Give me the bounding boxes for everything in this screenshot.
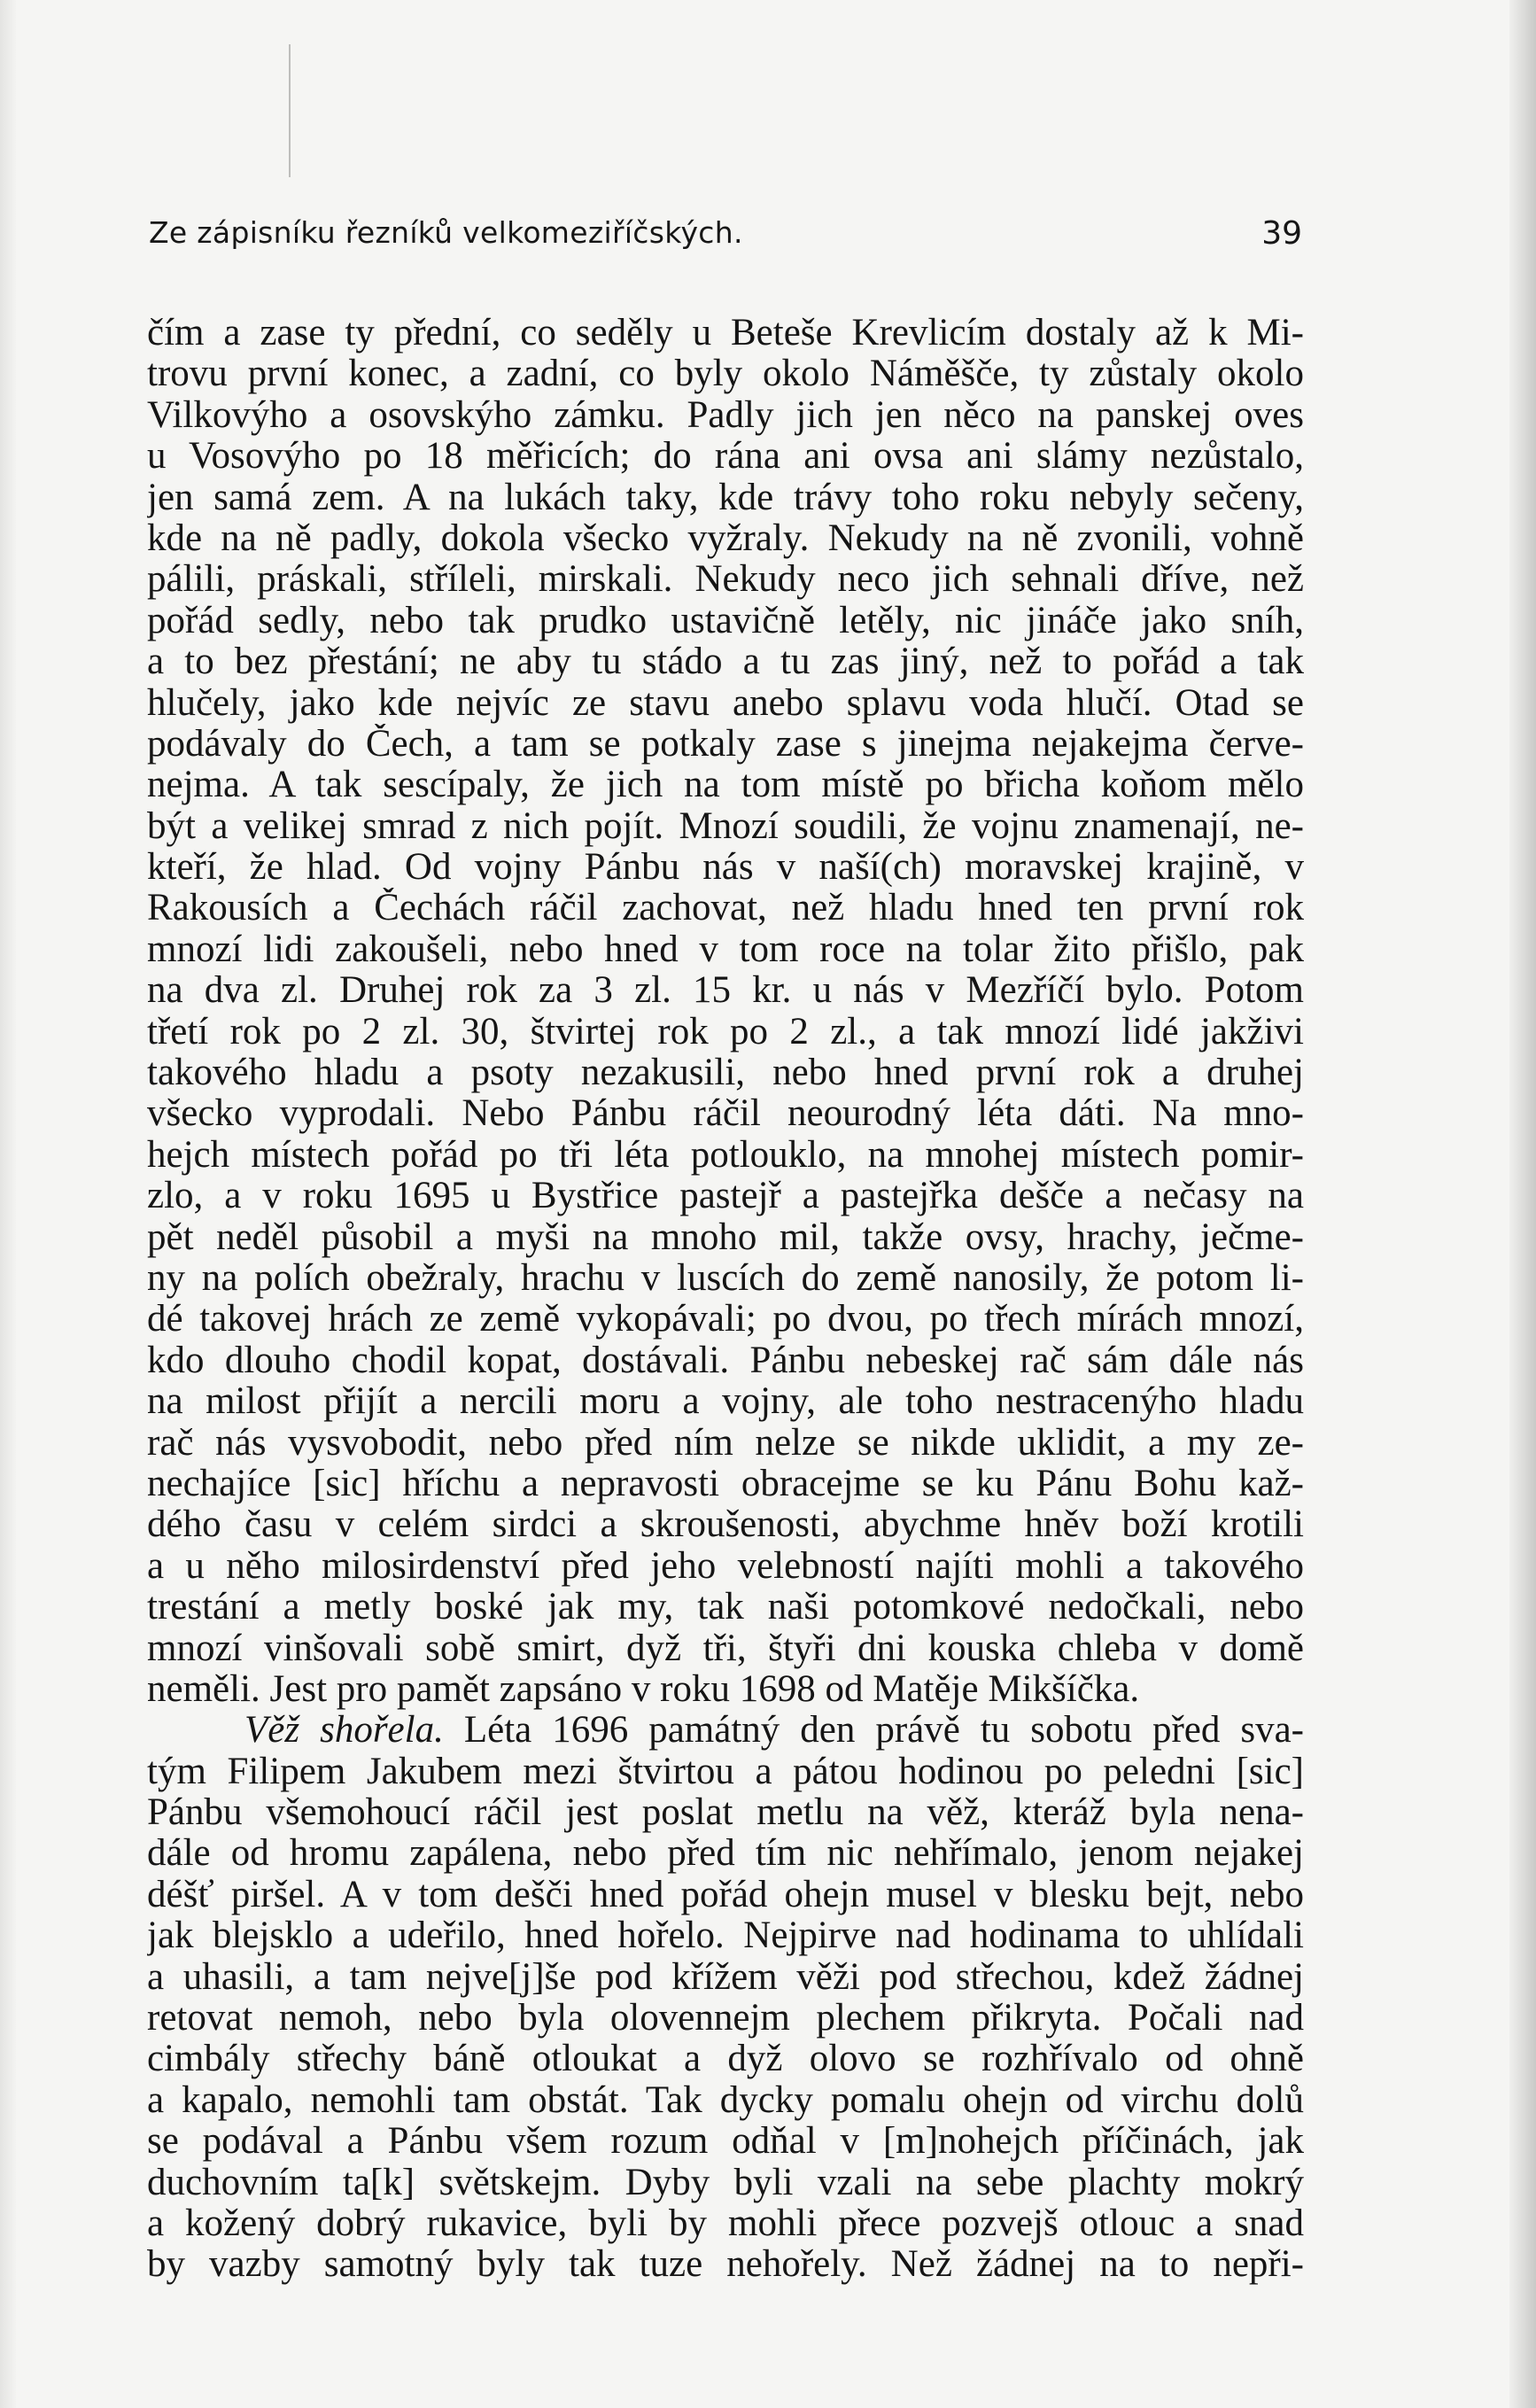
text-line: hlučely, jako kde nejvíc ze stavu anebo splavu voda hlučí. Otad se: [147, 682, 1304, 724]
paragraph-lice-report: [147, 313, 1304, 1710]
scan-shadow-left: [0, 0, 16, 2408]
text-line: trovu první konec, a zadní, co byly okolo Náměšče, ty zůstaly okolo: [147, 353, 1304, 395]
text-line: jen samá zem. A na lukách taky, kde trávy toho roku nebyly sečeny,: [147, 477, 1304, 518]
text-line: se podával a Pánbu všem rozum odňal v [m]nohejch příčinách, jak: [147, 2121, 1304, 2163]
body-text: [147, 313, 1304, 2286]
text-line: mnozí vinšovali sobě smirt, dyž tři, štyři dni kouska chleba v domě: [147, 1627, 1304, 1669]
page-number: 39: [1261, 215, 1302, 252]
text-line: třetí rok po 2 zl. 30, štvirtej rok po 2 zl., a tak mnozí lidé jakživi: [147, 1011, 1304, 1053]
scan-shadow-right: [1509, 0, 1536, 2408]
text-line: kdo dlouho chodil kopat, dostávali. Pánbu nebeskej rač sám dále nás: [147, 1340, 1304, 1381]
text-line: a kapalo, nemohli tam obstát. Tak dycky pomalu ohejn od virchu dolů: [147, 2079, 1304, 2121]
text-line: být a velikej smrad z nich pojít. Mnozí soudili, že vojnu znamenají, ne-: [147, 805, 1304, 847]
text-line: na dva zl. Druhej rok za 3 zl. 15 kr. u nás v Mezříčí bylo. Potom: [147, 970, 1304, 1012]
text-line: pět neděl působil a myši na mnoho mil, takže ovsy, hrachy, ječme-: [147, 1216, 1304, 1258]
text-line: mnozí lidi zakoušeli, nebo hned v tom roce na tolar žito přišlo, pak: [147, 928, 1304, 970]
text-line: u Vosovýho po 18 měřicích; do rána ani ovsa ani slámy nezůstalo,: [147, 436, 1304, 478]
text-line: hejch místech pořád po tři léta potlouklo, na mnohej místech pomir-: [147, 1134, 1304, 1176]
text-line: a uhasili, a tam nejve[j]še pod křížem věži pod střechou, kdež žádnej: [147, 1956, 1304, 1998]
paragraph-first-line-text: Léta 1696 památný den právě tu sobotu před sva-: [463, 1710, 1304, 1752]
text-line: pořád sedly, nebo tak prudko ustavičně letěly, nic jináče jako sníh,: [147, 600, 1304, 641]
paragraph-tower-fire: [147, 1752, 1304, 2286]
text-line: trestání a metly boské jak my, tak naši potomkové nedočkali, nebo: [147, 1587, 1304, 1628]
running-head: Ze zápisníku řezníků velkomeziříčských.: [149, 215, 743, 250]
text-line: zlo, a v roku 1695 u Bystřice pastejř a pastejřka dešče a nečasy na: [147, 1176, 1304, 1217]
text-line: ny na polích obežraly, hrachu v luscích do země nanosily, že potom li-: [147, 1257, 1304, 1299]
text-line: dé takovej hrách ze země vykopávali; po dvou, po třech mírách mnozí,: [147, 1299, 1304, 1340]
text-line: kde na ně padly, dokola všecko vyžraly. Nekudy na ně zvonili, vohně: [147, 517, 1304, 559]
text-line: tým Filipem Jakubem mezi štvirtou a pátou hodinou po peledni [sic]: [147, 1751, 1304, 1792]
text-line: a u něho milosirdenství před jeho velebností najíti mohli a takového: [147, 1545, 1304, 1587]
paragraph-heading: Věž shořela.: [244, 1710, 444, 1752]
text-line: Vilkovýho a osovskýho zámku. Padly jich jen něco na panskej oves: [147, 394, 1304, 436]
text-line: takového hladu a psoty nezakusili, nebo hned první rok a druhej: [147, 1053, 1304, 1094]
text-line: a to bez přestání; ne aby tu stádo a tu zas jiný, než to pořád a tak: [147, 641, 1304, 683]
text-line: dále od hromu zapálena, nebo před tím nic nehřímalo, jenom nejakej: [147, 1833, 1304, 1875]
text-line: kteří, že hlad. Od vojny Pánbu nás v naší(ch) moravskej krajině, v: [147, 847, 1304, 889]
text-line: čím a zase ty přední, co seděly u Beteše Krevlicím dostaly až k Mi-: [147, 313, 1304, 353]
text-line: a kožený dobrý rukavice, byli by mohli přece pozvejš otlouc a snad: [147, 2202, 1304, 2244]
text-line: pálili, práskali, stříleli, mirskali. Nekudy neco jich sehnali dříve, než: [147, 559, 1304, 601]
text-line: déšť piršel. A v tom dešči hned pořád ohejn musel v blesku bejt, nebo: [147, 1874, 1304, 1915]
text-line: nejma. A tak sescípaly, že jich na tom místě po břicha koňom mělo: [147, 765, 1304, 806]
scan-artifact-line: [289, 44, 291, 177]
paragraph-tower-first-line: [147, 1710, 1304, 1751]
text-line: všecko vyprodali. Nebo Pánbu ráčil neourodný léta dáti. Na mno-: [147, 1093, 1304, 1135]
text-line: neměli. Jest pro pamět zapsáno v roku 1698 od Matěje Mikšíčka.: [147, 1668, 1140, 1710]
text-line: Rakousích a Čechách ráčil zachovat, než hladu hned ten první rok: [147, 888, 1304, 929]
text-line: nechajíce [sic] hříchu a nepravosti obracejme se ku Pánu Bohu kaž-: [147, 1463, 1304, 1504]
text-line: podávaly do Čech, a tam se potkaly zase s jinejma nejakejma červe-: [147, 723, 1304, 765]
text-line: jak blejsklo a udeřilo, hned hořelo. Nejpirve nad hodinama to uhlídali: [147, 1915, 1304, 1957]
text-line: dého času v celém sirdci a skroušenosti, abychme hněv boží krotili: [147, 1504, 1304, 1546]
text-line: by vazby samotný byly tak tuze nehořely. Než žádnej na to nepři-: [147, 2244, 1304, 2286]
text-line: na milost přijít a nercili moru a vojny, ale toho nestracenýho hladu: [147, 1381, 1304, 1423]
text-line: cimbály střechy báně otloukat a dyž olovo se rozhřívalo od ohně: [147, 2039, 1304, 2080]
text-line: duchovním ta[k] světskejm. Dyby byli vzali na sebe plachty mokrý: [147, 2162, 1304, 2203]
text-line: rač nás vysvobodit, nebo před ním nelze se nikde uklidit, a my ze-: [147, 1422, 1304, 1464]
text-line: retovat nemoh, nebo byla olovennejm plechem přikryta. Počali nad: [147, 1998, 1304, 2039]
text-line: Pánbu všemohoucí ráčil jest poslat metlu na věž, kteráž byla nena-: [147, 1792, 1304, 1834]
